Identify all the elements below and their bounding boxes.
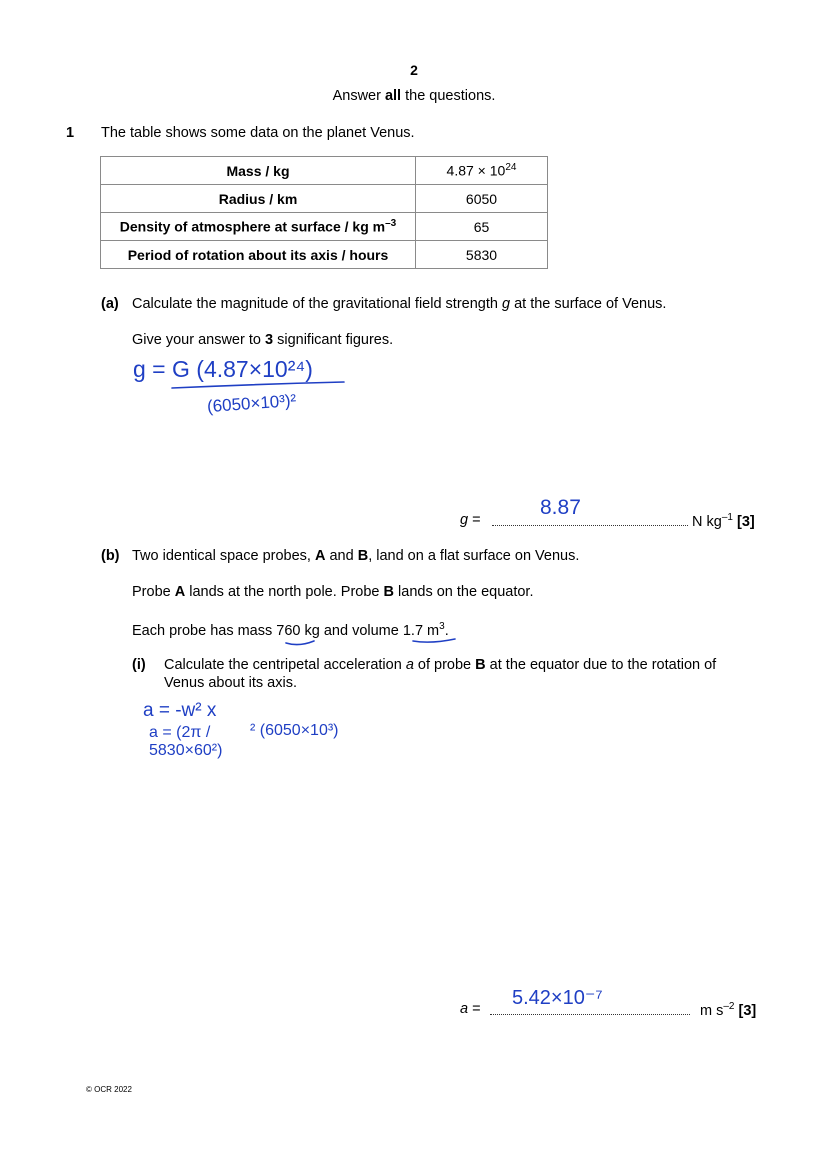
part-b-i-working-line2: a = (2π / 5830×60²) (149, 724, 223, 759)
table-label: Radius / km (101, 185, 416, 213)
part-b-probes: Probe A lands at the north pole. Probe B lands on the equator. (132, 584, 534, 600)
part-b-i-answer-label: a = (460, 1001, 481, 1017)
table-value: 6050 (416, 185, 548, 213)
table-value: 65 (416, 213, 548, 241)
table-value: $4.87 \times 10^{24}$ (416, 157, 548, 185)
mass-underline (284, 638, 334, 648)
part-a-working-denominator: (6050×10³)² (206, 390, 297, 417)
copyright-footer: © OCR 2022 (86, 1085, 132, 1094)
volume-underline (411, 637, 461, 647)
part-a-label: (a) (101, 296, 119, 312)
part-b-i-unit: m $s^{-2}$ [3] (700, 1001, 757, 1019)
page-number: 2 (410, 62, 418, 78)
part-a-unit: N $kg^{-1}$ [3] (692, 512, 755, 530)
part-a-answer-value: 8.87 (540, 496, 581, 519)
table-row (101, 157, 548, 185)
table-value: 5830 (416, 241, 548, 269)
question-intro: The table shows some data on the planet Venus. (101, 125, 415, 141)
table-label: Period of rotation about its axis / hours (101, 241, 416, 269)
table-label: Density of atmosphere at surface / kg $m^{-3}$ (101, 213, 416, 241)
part-a-answer-label: g = (460, 512, 481, 528)
part-a-answer-line[interactable] (492, 511, 688, 526)
table-row (101, 241, 548, 269)
part-b-mass-volume: Each probe has mass 760 kg and volume 1.7 $m^3$. (132, 621, 449, 639)
venus-data-table (100, 156, 548, 269)
part-b-i-question: Calculate the centripetal acceleration a of probe B at the equator due to the rotation of (164, 657, 717, 673)
instructions: Answer all the questions. (332, 88, 496, 104)
part-b-i-label: (i) (132, 657, 146, 673)
table-row (101, 213, 548, 241)
question-number: 1 (66, 125, 75, 141)
table-row (101, 185, 548, 213)
part-a-sig-figs: Give your answer to 3 significant figures. (132, 332, 394, 348)
table-label: Mass / kg (101, 157, 416, 185)
part-b-intro: Two identical space probes, A and B, land on a flat surface on Venus. (132, 548, 580, 564)
part-a-working-numerator: g = G (4.87×10²⁴) (133, 356, 313, 382)
fraction-bar (170, 380, 350, 394)
part-b-i-question-line2: Venus about its axis. (164, 675, 297, 691)
part-b-i-working-line2-right: ² (6050×10³) (250, 722, 339, 739)
part-b-i-working-line1: a = -w² x (143, 700, 217, 721)
part-a-question: Calculate the magnitude of the gravitational field strength g at the surface of Venus. (132, 296, 667, 312)
part-b-label: (b) (101, 548, 120, 564)
part-b-i-answer-value: 5.42×10⁻⁷ (512, 987, 603, 1009)
